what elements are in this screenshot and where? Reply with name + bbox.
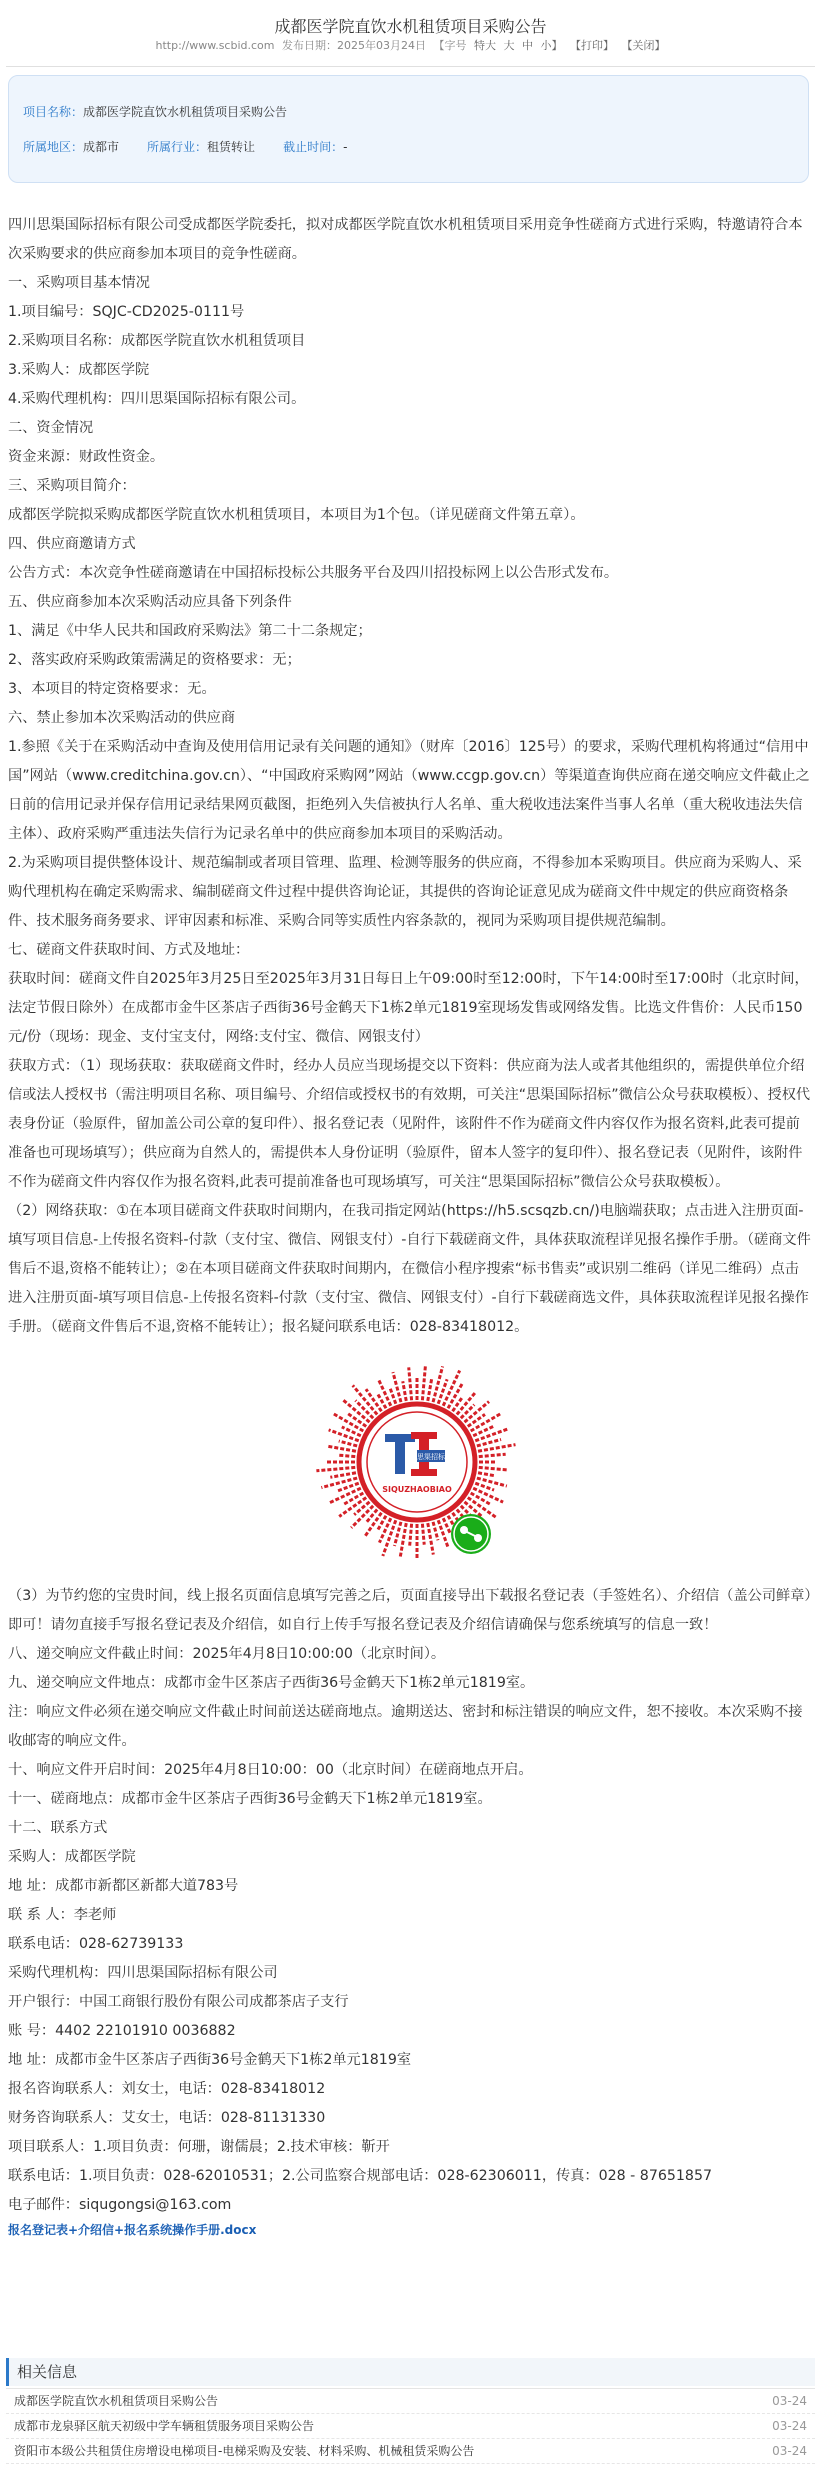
content-paragraph: 采购人：成都医学院 (8, 1849, 136, 1865)
deadline-value: - (343, 140, 348, 154)
content-paragraph: 采购代理机构：四川思渠国际招标有限公司 (8, 1965, 278, 1981)
related-info-section (0, 2358, 821, 2464)
region-label: 所属地区： (23, 140, 84, 154)
content-paragraph: 财务咨询联系人：艾女士，电话：028-81131330 (8, 2110, 326, 2126)
content-paragraph: （2）网络获取：①在本项目磋商文件获取时间期内，在我司指定网站(https://h5.scsqzb.cn/)电脑端获取；点击进入注册页面-填写项目信息-上传报名资料-付款（支付宝、微信、网银支付）-自行下载磋商文件，具体获取流程详见报名操作手册。（磋商文件售后不退,资格不能转让）；②在本项目磋商文件获取时间期内，在微信小程序搜索“标书售卖”或识别二维码（详见二维码）点击进入注册页面-填写项目信息-上传报名资料-付款（支付宝、微信、网银支付）-自行下载磋商选文件，具体获取流程详见报名操作手册。（磋商文件售后不退,资格不能转让）；报名疑问联系电话：028-83418012。 (8, 1203, 811, 1335)
industry-label: 所属行业： (147, 140, 208, 154)
content-paragraph: 资金来源：财政性资金。 (8, 449, 165, 465)
content-paragraph: 项目联系人：1.项目负责：何珊，谢儒晨；2.技术审核：靳开 (8, 2139, 390, 2155)
content-paragraph: 六、禁止参加本次采购活动的供应商 (8, 710, 236, 726)
font-xlarge-button[interactable]: 特大 (473, 39, 496, 52)
deadline-label: 截止时间： (283, 140, 344, 154)
announcement-body (0, 183, 821, 2240)
content-paragraph: 报名咨询联系人：刘女士，电话：028-83418012 (8, 2081, 326, 2097)
related-item-title[interactable]: 资阳市本级公共租赁住房增设电梯项目-电梯采购及安装、材料采购、机械租赁采购公告 (14, 2444, 475, 2458)
content-paragraph: 八、递交响应文件截止时间：2025年4月8日10:00:00（北京时间）。 (8, 1646, 446, 1662)
content-paragraph: 2、落实政府采购政策需满足的资格要求：无； (8, 652, 301, 668)
content-paragraph: （3）为节约您的宝贵时间，线上报名页面信息填写完善之后，页面直接导出下载报名登记表（手签姓名）、介绍信（盖公司鲜章）即可！请勿直接手写报名登记表及介绍信，如自行上传手写报名登记表及介绍信请确保与您系统填写的信息一致！ (8, 1588, 812, 1633)
content-paragraph: 联 系 人：李老师 (8, 1907, 117, 1923)
site-url[interactable]: http://www.scbid.com (155, 39, 275, 52)
industry-value: 租赁转让 (207, 140, 256, 154)
content-paragraph: 3、本项目的特定资格要求：无。 (8, 681, 216, 697)
content-paragraph: 十二、联系方式 (8, 1820, 108, 1836)
content-paragraph: 开户银行：中国工商银行股份有限公司成都茶店子支行 (8, 1994, 349, 2010)
content-paragraph: 2.采购项目名称：成都医学院直饮水机租赁项目 (8, 333, 306, 349)
related-item[interactable] (6, 2414, 815, 2439)
related-item-title[interactable]: 成都市龙泉驿区航天初级中学车辆租赁服务项目采购公告 (14, 2419, 315, 2433)
font-small-button[interactable]: 小】 (540, 39, 563, 52)
content-paragraph: 4.采购代理机构：四川思渠国际招标有限公司。 (8, 391, 306, 407)
project-name-row (23, 76, 794, 134)
content-paragraph: 1、满足《中华人民共和国政府采购法》第二十二条规定； (8, 623, 372, 639)
related-item-title[interactable]: 成都医学院直饮水机租赁项目采购公告 (14, 2394, 219, 2408)
content-paragraph: 1.项目编号：SQJC-CD2025-0111号 (8, 304, 245, 320)
font-large-button[interactable]: 大 (503, 39, 515, 52)
project-name-value: 成都医学院直饮水机租赁项目采购公告 (83, 105, 288, 119)
content-paragraph: 地 址：成都市金牛区茶店子西街36号金鹤天下1栋2单元1819室 (8, 2052, 412, 2068)
project-meta-row (23, 134, 794, 155)
content-paragraph: 成都医学院拟采购成都医学院直饮水机租赁项目，本项目为1个包。（详见磋商文件第五章）。 (8, 507, 585, 523)
content-paragraph: 1.参照《关于在采购活动中查询及使用信用记录有关问题的通知》（财库〔2016〕125号）的要求，采购代理机构将通过“信用中国”网站（www.creditchina.gov.cn）、“中国政府采购网”网站（www.ccgp.gov.cn）等渠道查询供应商在递交响应文件截止之日前的信用记录并保存信用记录结果网页截图，拒绝列入失信被执行人名单、重大税收违法案件当事人名单（重大税收违法失信主体）、政府采购严重违法失信行为记录名单中的供应商参加本项目的采购活动。 (8, 739, 810, 842)
related-item-date: 03-24 (772, 2419, 807, 2433)
related-item-date: 03-24 (772, 2444, 807, 2458)
content-paragraph: 电子邮件：siqugongsi@163.com (8, 2197, 232, 2213)
content-paragraph: 九、递交响应文件地点：成都市金牛区茶店子西街36号金鹤天下1栋2单元1819室。 (8, 1675, 535, 1691)
content-paragraph: 获取时间：磋商文件自2025年3月25日至2025年3月31日每日上午09:00时至12:00时，下午14:00时至17:00时（北京时间，法定节假日除外）在成都市金牛区茶店子西街36号金鹤天下1栋2单元1819室现场发售或网络发售。比选文件售价：人民币150元/份（现场：现金、支付宝支付，网络:支付宝、微信、网银支付） (8, 971, 809, 1045)
qr-brand-text: SIQUZHAOBIAO (382, 1485, 452, 1494)
content-paragraph: 联系电话：028-62739133 (8, 1936, 184, 1952)
related-heading: 相关信息 (6, 2358, 815, 2386)
content-paragraph: 2.为采购项目提供整体设计、规范编制或者项目管理、监理、检测等服务的供应商，不得参加本采购项目。供应商为采购人、采购代理机构在确定采购需求、编制磋商文件过程中提供咨询论证，其提供的咨询论证意见成为磋商文件中规定的供应商资格条件、技术服务商务要求、评审因素和标准、采购合同等实质性内容条款的，视同为采购项目提供规范编制。 (8, 855, 802, 929)
font-medium-button[interactable]: 中 (521, 39, 533, 52)
print-button[interactable]: 【打印】 (569, 39, 614, 52)
related-list (0, 2389, 821, 2464)
project-name-label: 项目名称： (23, 105, 84, 119)
qr-code-area (8, 1346, 813, 1578)
meta-bar (0, 34, 821, 58)
content-paragraph: 二、资金情况 (8, 420, 94, 436)
related-item[interactable] (6, 2389, 815, 2414)
font-size-label: 【字号 (433, 39, 467, 52)
content-paragraph: 十、响应文件开启时间：2025年4月8日10:00：00（北京时间）在磋商地点开启。 (8, 1762, 533, 1778)
qr-logo-text: 思渠招标 (417, 1453, 445, 1461)
qr-code-icon (313, 1346, 521, 1578)
content-section-2 (8, 1582, 813, 2220)
page-title: 成都医学院直饮水机租赁项目采购公告 (274, 17, 547, 36)
content-paragraph: 五、供应商参加本次采购活动应具备下列条件 (8, 594, 292, 610)
related-item[interactable] (6, 2439, 815, 2464)
close-button[interactable]: 【关闭】 (621, 39, 666, 52)
header-divider (6, 66, 815, 67)
content-paragraph: 获取方式：（1）现场获取：获取磋商文件时，经办人员应当现场提交以下资料：供应商为法人或者其他组织的，需提供单位介绍信或法人授权书（需注明项目名称、项目编号、介绍信或授权书的有效期，可关注“思渠国际招标”微信公众号获取模板）、授权代表身份证（验原件，留加盖公司公章的复印件）、报名登记表（见附件，该附件不作为磋商文件内容仅作为报名资料,此表可提前准备也可现场填写）；供应商为自然人的，需提供本人身份证明（验原件，留本人签字的复印件）、报名登记表（见附件，该附件不作为磋商文件内容仅作为报名资料,此表可提前准备也可现场填写，可关注“思渠国际招标”微信公众号获取模板）。 (8, 1058, 811, 1190)
content-paragraph: 3.采购人：成都医学院 (8, 362, 150, 378)
related-item-date: 03-24 (772, 2394, 807, 2408)
content-paragraph: 一、采购项目基本情况 (8, 275, 150, 291)
publish-date: 发布日期：2025年03月24日 (281, 39, 426, 52)
content-paragraph: 账 号：4402 22101910 0036882 (8, 2023, 236, 2039)
content-paragraph: 注：响应文件必须在递交响应文件截止时间前送达磋商地点。逾期送达、密封和标注错误的响应文件，恕不接收。本次采购不接收邮寄的响应文件。 (8, 1704, 803, 1749)
content-paragraph: 三、采购项目简介： (8, 478, 136, 494)
project-info-box (8, 75, 809, 183)
content-paragraph: 四、供应商邀请方式 (8, 536, 136, 552)
content-paragraph: 十一、磋商地点：成都市金牛区茶店子西街36号金鹤天下1栋2单元1819室。 (8, 1791, 492, 1807)
content-section-1 (8, 211, 813, 1342)
content-paragraph: 地 址：成都市新都区新都大道783号 (8, 1878, 239, 1894)
content-paragraph: 七、磋商文件获取时间、方式及地址： (8, 942, 250, 958)
content-paragraph: 公告方式：本次竞争性磋商邀请在中国招标投标公共服务平台及四川招投标网上以公告形式发布。 (8, 565, 619, 581)
content-paragraph: 四川思渠国际招标有限公司受成都医学院委托，拟对成都医学院直饮水机租赁项目采用竞争性磋商方式进行采购，特邀请符合本次采购要求的供应商参加本项目的竞争性磋商。 (8, 217, 803, 262)
content-paragraph: 联系电话：1.项目负责：028-62010531；2.公司监察合规部电话：028-62306011，传真：028 - 87651857 (8, 2168, 713, 2184)
attachment-link[interactable]: 报名登记表+介绍信+报名系统操作手册.docx (8, 2223, 257, 2237)
region-value: 成都市 (83, 140, 120, 154)
